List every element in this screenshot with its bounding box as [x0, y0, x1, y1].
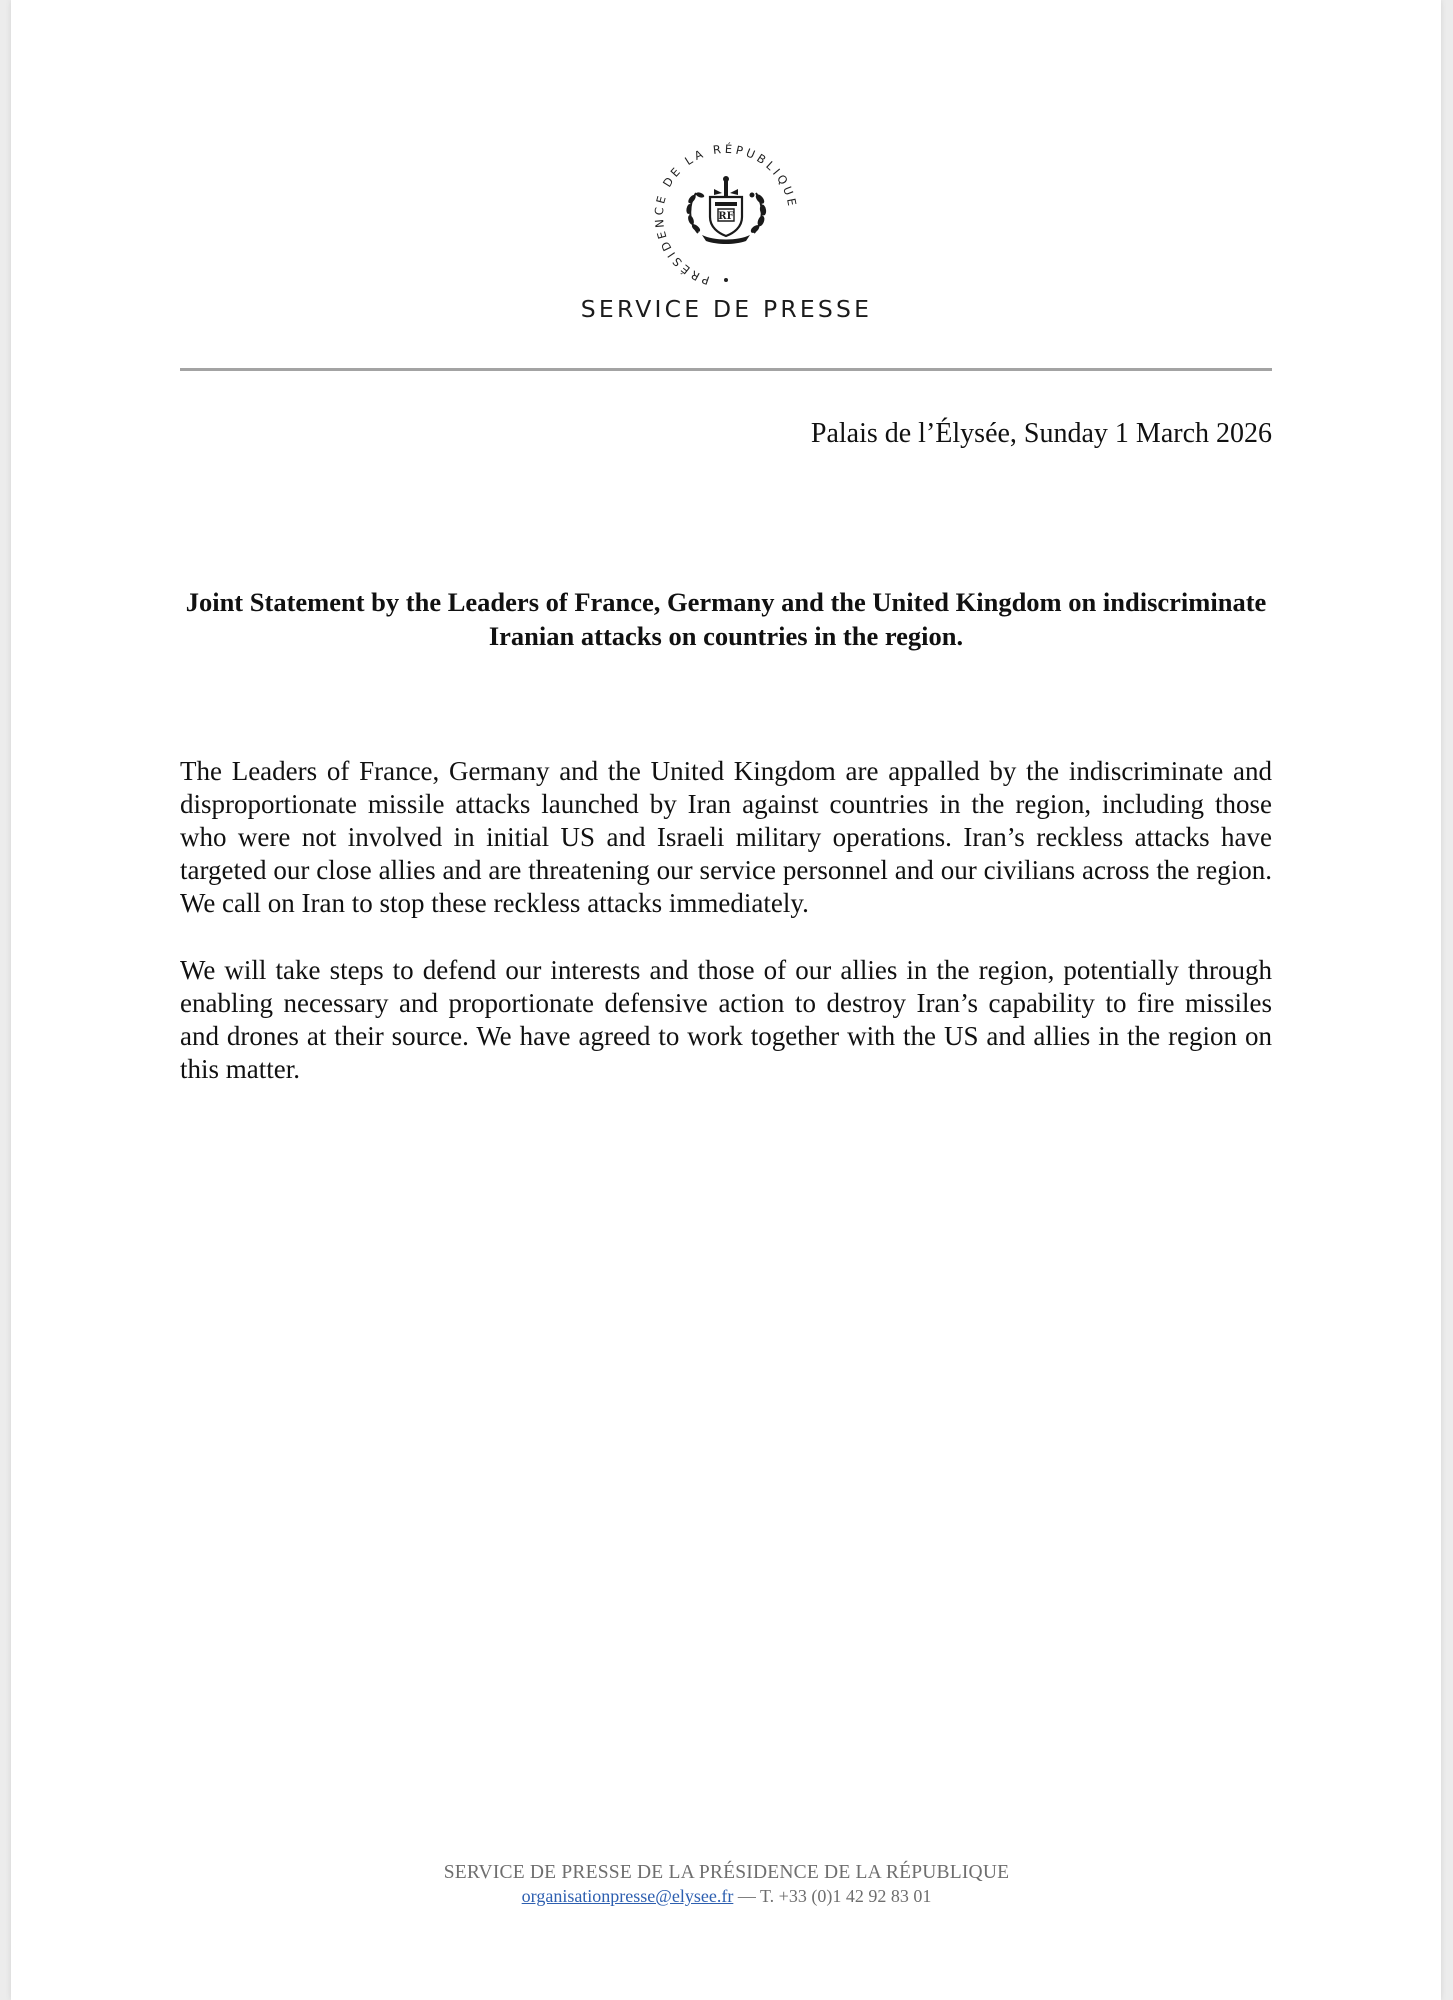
header-divider [180, 368, 1272, 371]
statement-paragraph-2: We will take steps to defend our interests and those of our allies in the region, potentially through enabling necessary and proportionate defensive action to destroy Iran’s capability to fire missiles and drones at their source. We have agreed to work together with the US and allies in the region on this matter. [180, 955, 1272, 1084]
dateline: Palais de l’Élysée, Sunday 1 March 2026 [810, 418, 1272, 449]
footer-phone: — T. +33 (0)1 42 92 83 01 [737, 1886, 932, 1906]
statement-paragraph-1: The Leaders of France, Germany and the United Kingdom are appalled by the indiscriminate and disproportionate missile attacks launched by Iran against countries in the region, including those who were not involved in initial US and Israeli military operations. Iran’s reckless attacks have targeted our close allies and are threatening our service personnel and our civilians across the region. We call on Iran to stop these reckless attacks immediately. [180, 756, 1272, 918]
svg-text:RF: RF [718, 211, 734, 222]
footer-contact [0, 1886, 1453, 1907]
statement-headline: Joint Statement by the Leaders of France, Germany and the United Kingdom on indiscriminate Iranian attacks on countries in the region. [185, 587, 1267, 651]
presidential-seal-icon [641, 131, 811, 301]
svg-text:PRÉSIDENCE DE LA RÉPUBLIQUE: PRÉSIDENCE DE LA RÉPUBLIQUE [651, 141, 800, 288]
footer-email-link[interactable]: organisationpresse@elysee.fr [521, 1886, 734, 1906]
footer-organization: SERVICE DE PRESSE DE LA PRÉSIDENCE DE LA RÉPUBLIQUE [443, 1862, 1010, 1883]
service-de-presse-title: SERVICE DE PRESSE [580, 295, 873, 323]
